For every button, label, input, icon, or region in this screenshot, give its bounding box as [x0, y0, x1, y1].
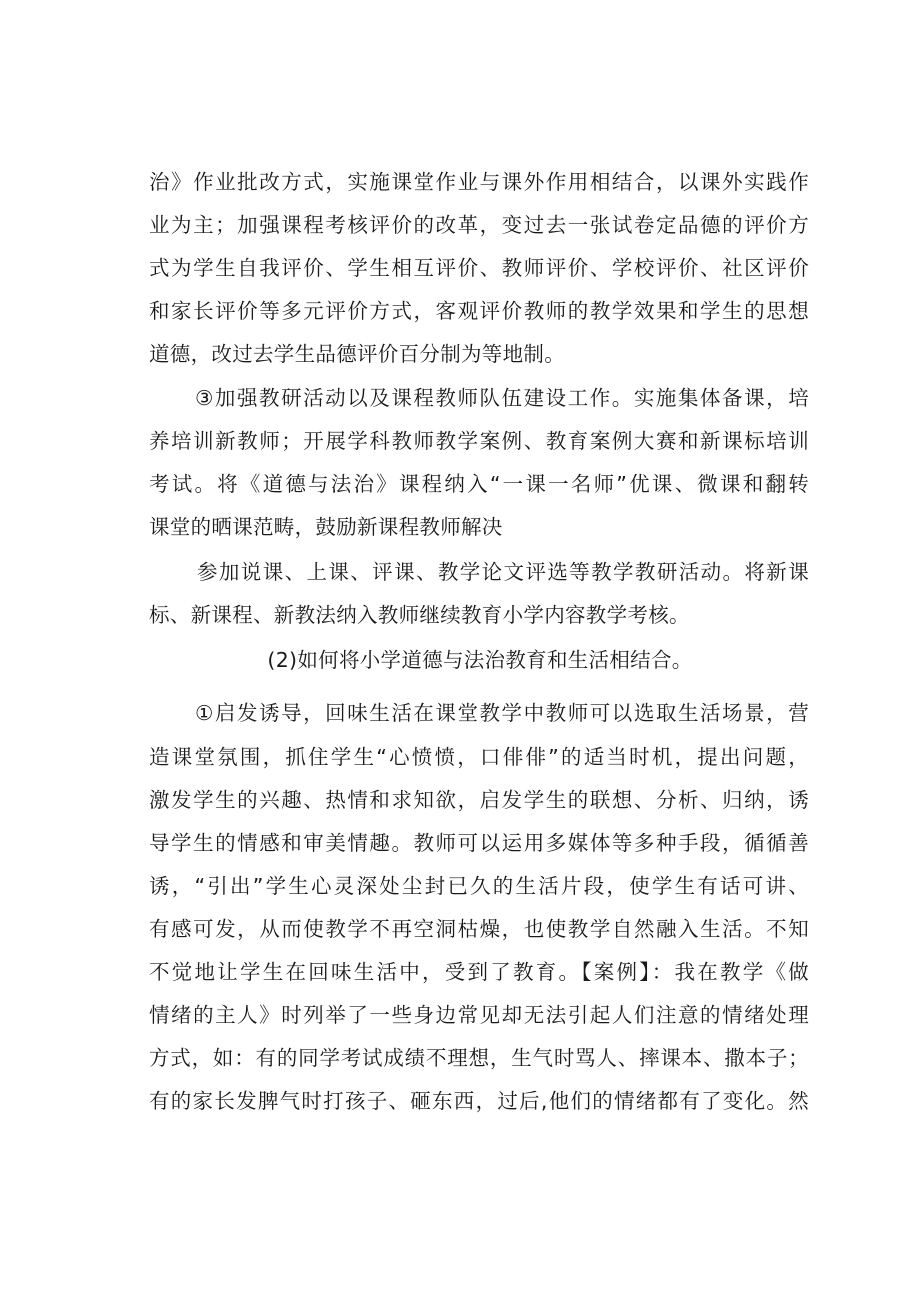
text-line-1: 治》作业批改方式，实施课堂作业与课外作用相结合，以课外实践作	[149, 170, 809, 194]
text-line-5: 道德，改过去学生品德评价百分制为等地制。	[149, 342, 565, 366]
text-line-6: ③加强教研活动以及课程教师队伍建设工作。实施集体备课，培	[195, 386, 809, 410]
text-line-22: 有的家长发脾气时打孩子、砸东西，过后,他们的情绪都有了变化。然	[149, 1089, 809, 1113]
text-line-7: 养培训新教师；开展学科教师教学案例、教育案例大赛和新课标培训	[149, 429, 809, 453]
text-line-8: 考试。将《道德与法治》课程纳入“一课一名师”优课、微课和翻转	[149, 472, 809, 496]
text-line-20: 情绪的主人》时列举了一些身边常见却无法引起人们注意的情绪处理	[149, 1003, 809, 1027]
text-line-14: 造课堂氛围，抓住学生“心愤愤，口俳俳”的适当时机，提出问题，	[149, 745, 809, 769]
text-line-10: 参加说课、上课、评课、教学论文评选等教学教研活动。将新课	[197, 560, 809, 584]
text-line-18: 有感可发，从而使教学不再空洞枯燥，也使教学自然融入生活。不知	[149, 917, 809, 941]
text-line-11: 标、新课程、新教法纳入教师继续教育小学内容教学考核。	[149, 603, 690, 627]
text-line-13: ①启发诱导，回味生活在课堂教学中教师可以选取生活场景，营	[195, 701, 809, 725]
text-line-19: 不觉地让学生在回味生活中，受到了教育。【案例】：我在教学《做	[149, 960, 809, 984]
text-line-4: 和家长评价等多元评价方式，客观评价教师的教学效果和学生的思想	[149, 299, 809, 323]
text-line-17: 诱，“引出”学生心灵深处尘封已久的生活片段，使学生有话可讲、	[149, 874, 809, 898]
text-line-21: 方式，如：有的同学考试成绩不理想，生气时骂人、摔课本、撒本子；	[149, 1046, 809, 1070]
text-line-3: 式为学生自我评价、学生相互评价、教师评价、学校评价、社区评价	[149, 256, 809, 280]
text-line-16: 导学生的情感和审美情趣。教师可以运用多媒体等多种手段，循循善	[149, 831, 809, 855]
section-heading: (2)如何将小学道德与法治教育和生活相结合。	[267, 648, 693, 672]
text-line-15: 激发学生的兴趣、热情和求知欲，启发学生的联想、分析、归纳，诱	[149, 788, 809, 812]
text-line-2: 业为主；加强课程考核评价的改革，变过去一张试卷定品德的评价方	[149, 213, 809, 237]
text-line-9: 课堂的晒课范畴，鼓励新课程教师解决	[149, 515, 503, 539]
